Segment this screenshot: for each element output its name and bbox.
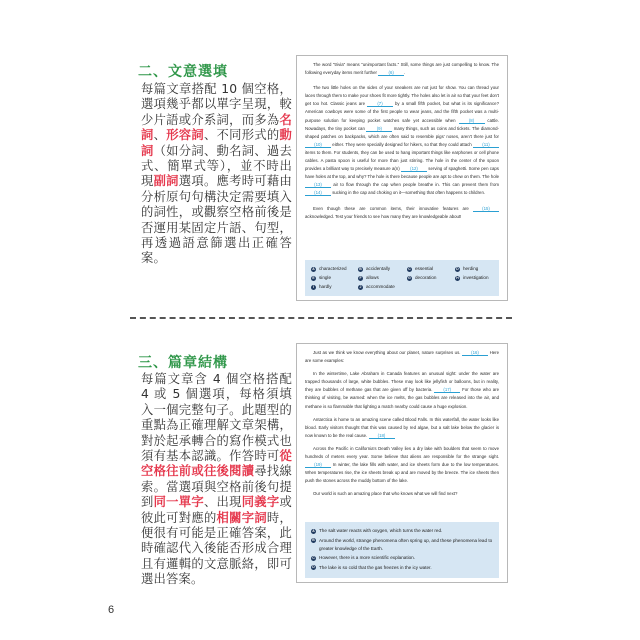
section-title: 文意選填 [168,64,228,80]
passage-paragraph [305,445,499,485]
passage-paragraph [305,416,499,440]
key-term: 同義字 [241,495,280,510]
option-text: single [319,275,332,280]
key-term: 從空格往前或往後閱讀 [141,449,292,479]
option-text: allows [366,275,379,280]
key-term: 名詞 [141,112,292,143]
answer-blank: (8) [459,118,485,124]
option-item [311,274,358,282]
answer-blank: (13) [305,182,331,188]
passage-text: sucking in the cap and choking on it—something that often happens to children. [331,190,486,196]
passage-text: acknowledged. Test your friends to see how many they are knowledgeable about! [305,213,462,219]
description-text: 時，便很有可能是正確答案，此時確認代入後能否形成合理且有邏輯的文意脈絡，即可選出答案。 [141,510,292,587]
option-letter-badge: A [312,266,315,271]
key-term: 同一單字 [153,495,204,510]
passage-text: In winter, the lake fills with water, and ice sheets form due to the low temperatures. When temperatures rise, the ice sheets break up and are moved by the breeze. The ice sheets then push the stones across the muddy bottom of the lake. [305,462,499,484]
answer-blank: (10) [305,142,331,148]
section-description-cloze [141,82,292,267]
answer-blank: (14) [305,190,331,196]
answer-blank: (18) [369,433,395,439]
option-letter-badge: F [359,275,362,280]
option-letter-badge: G [408,275,411,280]
answer-blank: (19) [305,462,331,468]
passage-paragraph [305,370,499,410]
description-text: 每篇文章含 4 個空格搭配 4 或 5 個選項，每格須填入一個完整句子。此題型的重點為正確理解文章架構，對於起承轉合的寫作模式也須有基本認識。作答時可 [141,372,292,464]
option-letter-badge: D [312,565,315,569]
passage-paragraph [305,205,499,221]
option-text: characterized [319,266,347,271]
passage-text: cattle. Nowadays, the tiny pocket can [305,117,500,131]
key-term: 副詞 [153,174,179,189]
key-term: 相關字詞 [216,510,267,525]
option-text: Around the world, strange phenomena often spring up, and these phenomena lead to greater knowledge of the Earth. [319,537,493,551]
description-text: 、出現 [203,495,242,510]
structure-option-list [305,522,499,578]
answer-blank: (12) [401,166,427,172]
cloze-passage [297,56,507,221]
passage-text: Our world is such an amazing place that who knows what we will find next? [313,491,458,497]
passage-paragraph [305,490,499,498]
passage-text: The word "trivia" means "unimportant facts." Still, some things are just compelling to know. The following everyday items merit further [305,62,499,76]
option-item [311,554,493,562]
answer-blank: (15) [473,206,499,212]
option-letter-badge: B [312,538,315,542]
description-text: （如分詞、動名詞、過去式、簡單式等），並不時出現 [141,143,292,189]
passage-text: serving of spaghetti. Some pen caps have holes at the top, and why? The hole is there because people are apt to chew on them. The hole [305,166,499,180]
option-item [311,283,358,291]
answer-blank: (11) [473,142,499,148]
option-letter-badge: C [408,266,411,271]
section-number: 三、 [138,355,168,371]
option-item [407,265,455,273]
answer-blank: (16) [462,350,488,356]
description-text: 每篇文章搭配 10 個空格，選項幾乎都以單字呈現，較少片語或介系詞，而多為 [141,82,292,127]
section-description-structure [141,372,292,588]
option-item [358,265,407,273]
description-text: 、不同形式的 [203,128,280,143]
option-text: investigation [463,275,489,280]
structure-passage [297,344,507,499]
passage-text: items to them. For students, they can be used to hang important things like earphones or cell phone cables. A pasta spoon is useful for more than just stirring. The hole in the center of the spoon provides a brilliant way to precisely measure a(n) [305,149,499,172]
option-letter-badge: D [456,266,459,271]
option-letter-badge: E [312,275,315,280]
option-text: decoration [415,275,437,280]
option-text: accommodate [366,284,395,289]
passage-text: many things, such as coins and tickets. The diamond-shaped patches on backpacks, which are often said to resemble pigs' noses, aren't there just for [305,125,499,139]
section-divider [130,317,512,319]
option-letter-badge: C [312,555,315,560]
passage-paragraph [305,61,499,77]
passage-text: For those who are thinking of visiting, be warned: when the ice melts, the gas bubbles are released into the air, and methane is so flammable that lighting a match nearby could cause a huge explosion. [305,387,500,409]
option-item [311,527,493,535]
cloze-passage-card [296,55,508,301]
option-letter-badge: I [311,285,316,290]
section-number: 二、 [138,64,168,80]
option-letter-badge: H [456,275,459,280]
option-text: However, there is a more scientific explanation. [319,555,416,560]
answer-blank: (9) [366,126,392,132]
cloze-option-list [305,260,499,296]
option-text: The salt water reacts with oxygen, which turns the water red. [319,528,443,533]
option-text: hardly [319,284,332,289]
structure-passage-card [296,343,508,583]
description-text: 、 [153,128,167,143]
option-item [311,537,493,553]
option-item [358,274,407,282]
option-item [311,564,493,572]
option-text: herding [463,266,479,271]
key-term: 動詞 [141,128,293,158]
passage-text: In the wintertime, Lake Abraham in Canada features an unusual sight: under the water are trapped thousands of large, white bubbles. These may look like jellyfish or balloons, but in reality, they are bubbles of methane gas that are given off by bacteria. [305,371,499,393]
passage-paragraph [305,84,499,197]
option-letter-badge: J [359,284,362,289]
description-text: 尋找線索。當選項與空格前後句提到 [141,464,292,510]
answer-blank: (7) [367,101,393,107]
option-text: essential [415,266,434,271]
passage-text: . [404,70,406,76]
option-letter-badge: B [359,266,362,271]
passage-text: The two little holes on the sides of your sneakers are not just for show. You can thread your laces through them to make your shoes fit more tightly. The holes also let in air so that your feet don't get too hot. Classic jeans are [305,85,499,107]
option-text: accidentally [366,266,391,271]
page-number: 6 [108,604,115,616]
answer-blank: (17) [434,387,460,393]
passage-paragraph [305,349,499,365]
passage-text: Antarctica is home to an amazing scene called Blood Falls. In this waterfall, the water looks like blood. Early visitors thought that this was caused by red algae, but a salt lake below the glacier is now known to be the real cause. [305,416,499,438]
option-item [407,274,455,282]
option-letter-badge: A [312,528,315,533]
passage-text: Across the Pacific in California's Death Valley lies a dry lake with boulders that seem to move hundreds of meters every year. Some believe that aliens are responsible for the strange sight. [305,445,499,460]
passage-text: Just as we think we know everything about our planet, nature surprises us. [313,350,463,355]
passage-text: Here are some examples: [305,350,499,364]
key-term: 形容詞 [166,128,204,143]
description-text: 或彼此可對應的 [141,495,292,525]
option-item [311,265,358,273]
option-item [358,283,407,291]
passage-text: either. They were specially designed for hikers, so that they could attach [331,141,473,147]
description-text: 選項。應考時可藉由分析原句句構決定需要填入的詞性，或觀察空格前後是否運用某固定片語、句型，再透過語意篩選出正確答案。 [141,174,292,266]
section-title: 篇章結構 [168,355,228,371]
answer-blank: (6) [378,70,404,76]
passage-text: air to flow through the cap when people breathe in. This can prevent them from [331,182,499,188]
option-item [455,274,493,282]
option-item [455,265,493,273]
passage-text: by a small fifth pocket, but what is its significance? American cowboys were some of the first people to wear jeans, and the fifth pocket was a multi-purpose solution for keeping pocket watches safe yet accessible when [305,101,499,123]
passage-text: Even though these are common items, their innovative features are [313,205,473,211]
option-text: The lake is so cold that the gas freezes in the icy water. [319,564,432,570]
section-heading-cloze [138,61,228,81]
section-heading-structure [138,352,228,372]
